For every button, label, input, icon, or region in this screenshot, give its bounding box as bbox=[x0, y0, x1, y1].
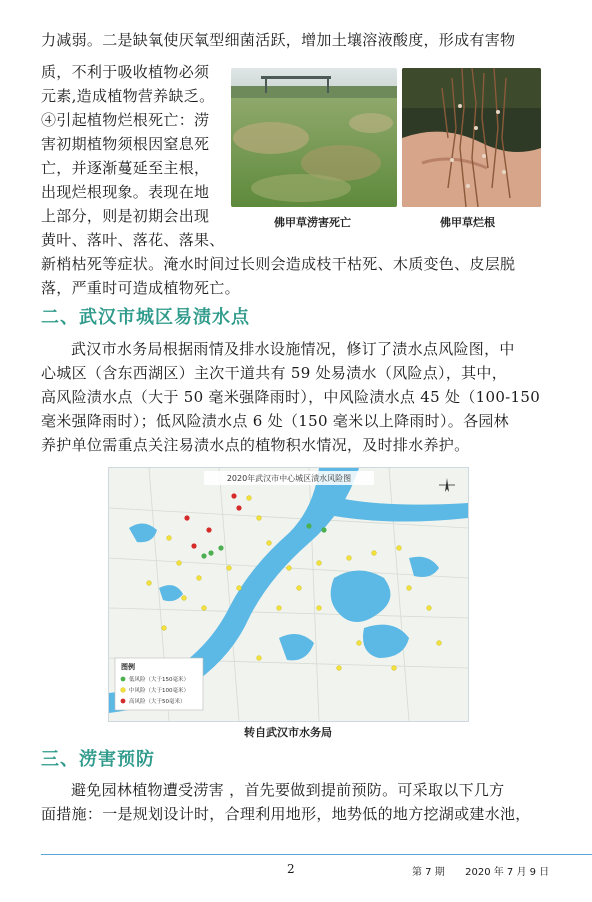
page-number: 2 bbox=[287, 862, 295, 876]
body-text-line: 武汉市水务局根据雨情及排水设施情况，修订了渍水点风险图，中 bbox=[71, 340, 515, 358]
photo-caption-left: 佛甲草涝害死亡 bbox=[274, 216, 351, 229]
body-text-line: 力减弱。二是缺氧使厌氧型细菌活跃，增加土壤溶液酸度，形成有害物 bbox=[41, 31, 516, 49]
body-text-line: 亡，并逐渐蔓延至主根， bbox=[41, 159, 210, 177]
sedum-waterlogging-photo bbox=[231, 68, 397, 207]
lawn-photo-image bbox=[231, 68, 397, 207]
body-text-line: 高风险渍水点（大于 50 毫米强降雨时），中风险渍水点 45 处（100-150 bbox=[41, 388, 541, 406]
body-text-line: ④引起植物烂根死亡：涝 bbox=[41, 111, 210, 129]
body-text-line: 毫米强降雨时）；低风险渍水点 6 处（150 毫米以上降雨时）。各园林 bbox=[41, 412, 509, 430]
body-text-line: 落，严重时可造成植物死亡。 bbox=[41, 279, 240, 297]
legend-low: 低风险（大于150毫米） bbox=[129, 677, 189, 683]
section-heading-waterlogging-points: 二、武汉市城区易渍水点 bbox=[41, 307, 250, 328]
body-text-line: 出现烂根现象。表现在地 bbox=[41, 183, 210, 201]
sedum-root-rot-photo bbox=[402, 68, 541, 207]
legend-high: 高风险（大于50毫米） bbox=[129, 699, 186, 705]
map-caption: 转自武汉市水务局 bbox=[244, 726, 332, 739]
legend-mid: 中风险（大于100毫米） bbox=[129, 688, 189, 694]
issue-info bbox=[412, 863, 549, 878]
footer-rule bbox=[41, 854, 592, 855]
issue-date: 2020 年 7 月 9 日 bbox=[465, 867, 550, 878]
body-text-line: 新梢枯死等症状。淹水时间过长则会造成枝干枯死、木质变色、皮层脱 bbox=[41, 255, 516, 273]
map-svg bbox=[109, 468, 468, 721]
section-heading-prevention: 三、涝害预防 bbox=[41, 749, 155, 770]
body-text-line: 避免园林植物遭受涝害 ，首先要做到提前预防。可采取以下几方 bbox=[71, 781, 505, 799]
body-text-line: 害初期植物须根因窒息死 bbox=[41, 135, 210, 153]
body-text-line: 黄叶、落叶、落花、落果、 bbox=[41, 231, 225, 249]
legend-title: 图例 bbox=[121, 663, 135, 671]
issue-number: 第 7 期 bbox=[412, 867, 445, 878]
map-legend bbox=[115, 658, 203, 710]
body-text-line: 质，不利于吸收植物必须 bbox=[41, 63, 210, 81]
map-title: 2020年武汉市中心城区渍水风险图 bbox=[226, 474, 352, 483]
body-text-line: 心城区（含东西湖区）主次干道共有 59 处易渍水（风险点），其中， bbox=[41, 364, 508, 382]
waterlogging-risk-map bbox=[108, 467, 469, 722]
body-text-line: 面措施：一是规划设计时，合理利用地形，地势低的地方挖湖或建水池， bbox=[41, 805, 531, 823]
body-text-line: 元素,造成植物营养缺乏。 bbox=[41, 87, 215, 105]
photo-caption-right: 佛甲草烂根 bbox=[440, 216, 495, 229]
body-text-line: 养护单位需重点关注易渍水点的植物积水情况，及时排水养护。 bbox=[41, 436, 470, 454]
body-text-line: 上部分，则是初期会出现 bbox=[41, 207, 210, 225]
root-photo-image bbox=[402, 68, 541, 207]
